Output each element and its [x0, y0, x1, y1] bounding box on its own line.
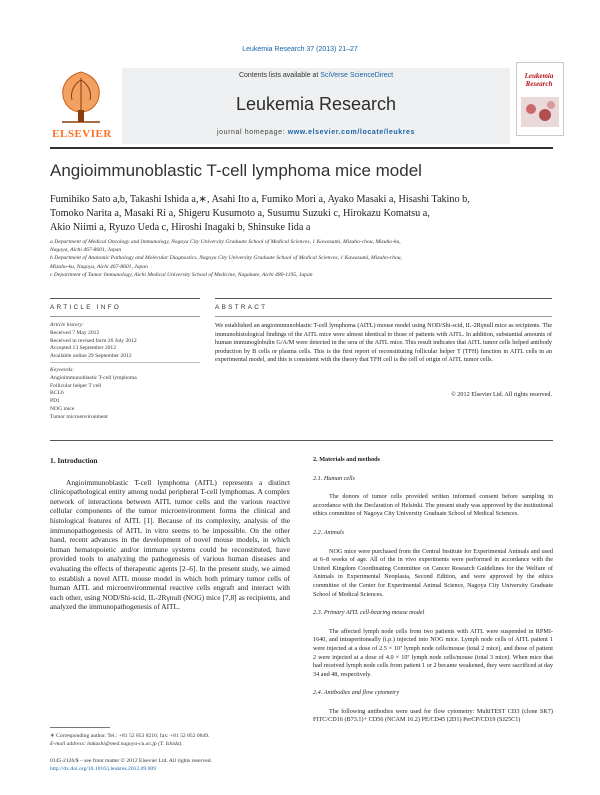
introduction-heading: 1. Introduction [50, 456, 98, 465]
affiliation-line: Mizuho-ku, Nagoya, Aichi 467-8601, Japan [50, 263, 148, 270]
elsevier-wordmark: ELSEVIER [52, 128, 112, 140]
contents-prefix: Contents lists available at [238, 72, 321, 79]
history-label: Article history: [50, 322, 85, 328]
abstract-rule-top [215, 298, 552, 299]
keyword: Angioimmunoblastic T-cell lymphoma [50, 374, 137, 381]
subsection-heading: 2.1. Human cells [313, 474, 355, 482]
journal-citation[interactable]: Leukemia Research 37 (2013) 21–27 [242, 46, 358, 53]
doi-link[interactable]: http://dx.doi.org/10.1016/j.leukres.2012.09.009 [50, 766, 157, 772]
abstract-heading: ABSTRACT [215, 304, 268, 311]
keyword: BCL6 [50, 390, 64, 397]
history-item: Accepted 13 September 2012 [50, 345, 117, 352]
article-history [50, 322, 200, 361]
article-info-rule-top [50, 298, 200, 299]
subsection-heading: 2.3. Primary AITL cell-bearing mouse model [313, 609, 425, 617]
abstract-text: We established an angioimmunoblastic T-cell lymphoma (AITL) mouse model using NOD/Shi-scid, IL-2Rγnull mice as recipients. The immunohistological findings of the AITL mice were almost identical to those of patients with AITL. In addition, substantial amounts of human immunoglobulin G/A/M were detected in the sera of the AITL mice. This result indicates that AITL tumor cells helped antibody production by B cells or plasma cells. This is the first report of reconstituting follicular helper T (TFH) function in AITL cells in an experimental model, and this is consistent with the theory that TFH cell is the cell of origin of AITL tumor cells. [215, 322, 552, 364]
footnote-rule [50, 727, 110, 728]
article-info-heading: ARTICLE INFO [50, 304, 122, 311]
subsection-text: NOG mice were purchased from the Central Institute for Experimental Animals and used at 6–8 weeks of age. All of the in vivo experiments were performed in accordance with the United Kingdom Coordinating Committee on Cancer Research Guidelines for the Welfare of Animals in Experimental Neoplasia, Second Edition, and were approved by the ethics committee of the Center for Experimental Animal Science, Nagoya City University Graduate School of Medical Sciences. [313, 547, 553, 598]
subsection-heading: 2.2. Animals [313, 528, 344, 536]
homepage-prefix: journal homepage: [216, 129, 288, 136]
subsection-heading: 2.4. Antibodies and flow cytometry [313, 689, 400, 697]
body-rule [50, 440, 553, 441]
subsection-text: The following antibodies were used for flow cytometry: MultiTEST CD3 (clone SK7) FITC/CD16 (B73.1)+ CD56 (NCAM 16.2) PE/CD45 (2D1) PerCP/CD19 (SJ25C1) [313, 707, 553, 724]
affiliation-line: a Department of Medical Oncology and Immunology, Nagoya City University Graduate School of Medical Sciences, 1 Kawasumi, Mizuho-chou, Mizuho-ku, [50, 239, 401, 245]
subsection-text: The donors of tumor cells provided written informed consent before sampling in accordance with the Declaration of Helsinki. The present study was approved by the institutional ethics committee of Nagoya City University Graduate School of Medical Sciences. [313, 493, 553, 518]
introduction-paragraph: Angioimmunoblastic T-cell lymphoma (AITL) represents a distinct clinicopathological entity among nodal peripheral T-cell lymphomas. A complex network of interactions between AITL tumor cells and the various reactive cellular components of the tumor microenvironment forms the clinical and histological features of AITL [1]. Because of its complexity, analysis of the immunopathogenesis of AITL in vitro seems to be impossible. On the other hand, recent advances in the development of novel mouse models, in which human hematopoietic and/or immune systems could be reconstituted, have provided tools to analyzing the pathogenesis of various human diseases and evaluating the effects of therapeutic agents [2–6]. In the present study, we aimed to establish a novel AITL mouse model in which both primary tumor cells of human AITL and microenvironmental reactive cells engraft and interact with each other, using NOD/Shi-scid, IL-2Rγnull (NOG) mice [7,8] as recipients, and analyzed the immunopathogenesis of AITL. [50, 477, 290, 612]
keywords-label: Keywords: [50, 367, 75, 373]
methods-heading: 2. Materials and methods [313, 456, 381, 463]
elsevier-tree-icon [52, 66, 110, 134]
keywords-rule [50, 362, 200, 363]
author-line[interactable]: Akio Niimi a, Ryuzo Ueda c, Hiroshi Inagaki b, Shinsuke Iida a [50, 222, 311, 233]
keyword: Tumor microenvironment [50, 413, 108, 420]
author-line[interactable]: Tomoko Narita a, Masaki Ri a, Shigeru Kusumoto a, Susumu Suzuki c, Hirokazu Komatsu a, [50, 208, 430, 219]
footnotes [50, 732, 290, 773]
article-title: Angioimmunoblastic T-cell lymphoma mice model [50, 161, 422, 180]
abstract-rule [215, 316, 552, 317]
affiliation-line: b Department of Anatomic Pathology and Molecular Diagnostics, Nagoya City University Graduate School of Medical Sciences, 1 Kawasumi, Mizuho-chou, [50, 255, 402, 262]
affiliation-line: c Department of Tumor Immunology, Aichi Medical University School of Medicine, Nagakute, Aichi 480-1195, Japan [50, 271, 313, 278]
subsection-text: The affected lymph node cells from two patients with AITL were suspended in RPMI-1640, and intraperitoneally (i.p.) injected into NOG mice. Lymph node cells of AITL patient 1 were injected at a dose of 2.5 × 10⁷ lymph node cells/mouse (total 2 mice), and those of patient 2 were injected at a dose of 4.0 × 10⁷ lymph node cells/mouse (total 3 mice). When mice that had received lymph node cells from patient 1 or 2 became weakened, they were sacrificed at day 34 and 48, respectively. [313, 627, 553, 678]
issn-line: 0145-2126/$ – see front matter © 2012 Elsevier Ltd. All rights reserved. [50, 758, 212, 764]
methods-section [313, 456, 553, 725]
cover-title: Leukemia Research [524, 72, 554, 88]
affiliation-line: Nagoya, Aichi 467-8601, Japan [50, 247, 122, 254]
keyword: Follicular helper T cell [50, 382, 102, 389]
corresponding-author: ∗ Corresponding author. Tel.: +81 52 853 8216; fax: +81 52 852 0849. [50, 733, 210, 739]
affiliations [50, 238, 550, 279]
history-item: Available online 29 September 2012 [50, 353, 132, 360]
homepage-link[interactable]: www.elsevier.com/locate/leukres [287, 129, 416, 136]
history-item: Received in revised form 26 July 2012 [50, 337, 137, 344]
keywords [50, 367, 200, 422]
keyword: NOG mice [50, 405, 75, 412]
sciverse-link[interactable]: SciVerse ScienceDirect [320, 72, 394, 79]
contents-available [122, 72, 510, 79]
author-line[interactable]: Fumihiko Sato a,b, Takashi Ishida a,∗, Asahi Ito a, Fumiko Mori a, Ayako Masaki a, Hisashi Takino b, [50, 194, 470, 205]
introduction-section [50, 456, 290, 612]
copyright: © 2012 Elsevier Ltd. All rights reserved. [451, 391, 552, 398]
author-list [50, 193, 550, 235]
header-rule [50, 147, 553, 149]
email-address[interactable]: E-mail address: itakashi@med.nagoya-cu.ac.jp (T. Ishida). [50, 741, 183, 747]
keyword: PD1 [50, 398, 60, 405]
article-info-rule [50, 316, 200, 317]
journal-title: Leukemia Research [235, 94, 397, 114]
journal-homepage [122, 129, 510, 136]
history-item: Received 7 May 2012 [50, 329, 100, 336]
